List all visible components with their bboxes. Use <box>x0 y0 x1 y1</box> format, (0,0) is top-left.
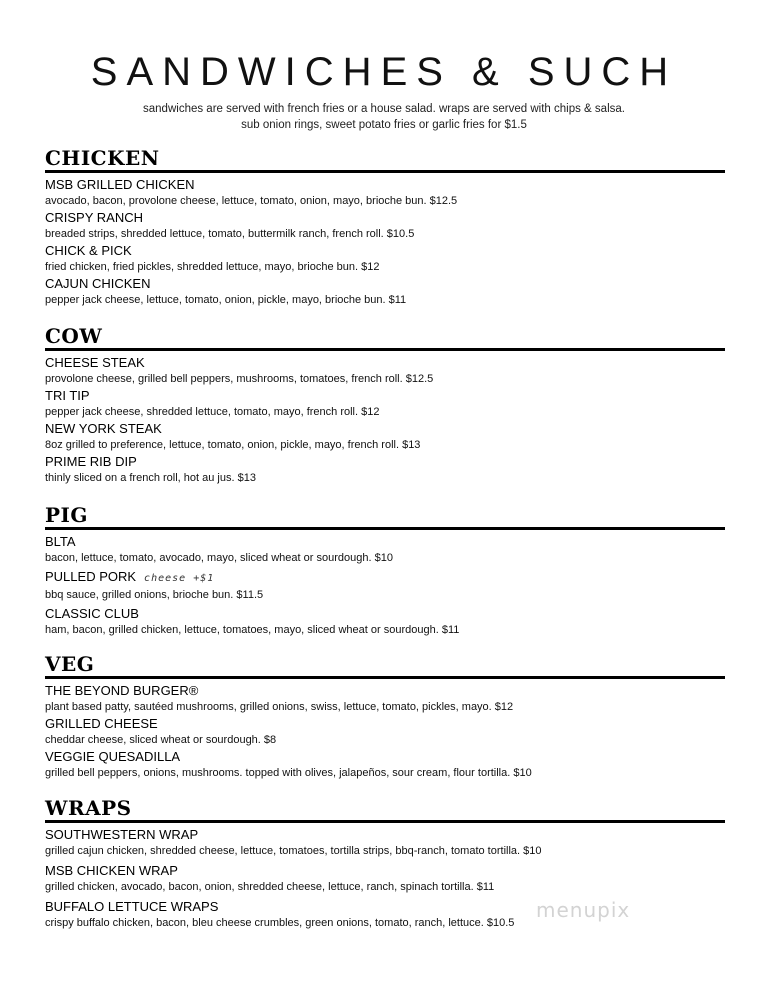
menu-item <box>45 862 725 895</box>
section-heading: CHICKEN <box>45 146 160 170</box>
section-divider <box>45 527 725 530</box>
item-name: CHICK & PICK <box>45 243 132 258</box>
item-note: cheese +$1 <box>144 573 215 584</box>
menu-item <box>45 682 725 715</box>
menu-item <box>45 209 725 242</box>
section-heading: COW <box>45 324 103 348</box>
menu-item <box>45 387 725 420</box>
item-description: pepper jack cheese, lettuce, tomato, onion, pickle, mayo, brioche bun. $11 <box>45 294 407 306</box>
item-description: thinly sliced on a french roll, hot au jus. $13 <box>45 472 256 484</box>
item-name: BUFFALO LETTUCE WRAPS <box>45 899 219 914</box>
page-title: SANDWICHES & SUCH <box>90 50 678 94</box>
item-description: crispy buffalo chicken, bacon, bleu cheese crumbles, green onions, tomato, ranch, lettuce. $10.5 <box>45 917 515 929</box>
item-description: plant based patty, sautéed mushrooms, grilled onions, swiss, lettuce, tomato, pickles, mayo. $12 <box>45 701 514 713</box>
item-name: CLASSIC CLUB <box>45 606 139 621</box>
item-description: bacon, lettuce, tomato, avocado, mayo, sliced wheat or sourdough. $10 <box>45 552 393 564</box>
subtitle-line-2: sub onion rings, sweet potato fries or garlic fries for $1.5 <box>241 119 527 131</box>
watermark-logo: menupix <box>536 898 631 922</box>
item-name: BLTA <box>45 534 76 549</box>
menu-item <box>45 826 725 859</box>
item-description: grilled chicken, avocado, bacon, onion, shredded cheese, lettuce, ranch, spinach tortilla. $11 <box>45 881 495 893</box>
item-description: breaded strips, shredded lettuce, tomato, buttermilk ranch, french roll. $10.5 <box>45 228 415 240</box>
item-description: cheddar cheese, sliced wheat or sourdough. $8 <box>45 734 277 746</box>
menu-item <box>45 420 725 453</box>
section-divider <box>45 170 725 173</box>
menu-item <box>45 242 725 275</box>
item-name: PRIME RIB DIP <box>45 454 137 469</box>
menu-item <box>45 354 725 387</box>
item-name: CHEESE STEAK <box>45 355 145 370</box>
section-divider <box>45 348 725 351</box>
section-veg <box>45 652 725 781</box>
item-description: grilled bell peppers, onions, mushrooms. topped with olives, jalapeños, sour cream, flour tortilla. $10 <box>45 767 532 779</box>
item-name: PULLED PORK <box>45 569 137 584</box>
item-name: VEGGIE QUESADILLA <box>45 749 181 764</box>
item-description: grilled cajun chicken, shredded cheese, lettuce, tomatoes, tortilla strips, bbq-ranch, tomato tortilla. $10 <box>45 845 542 857</box>
menu-item <box>45 605 725 638</box>
menu-item <box>45 748 725 781</box>
section-chicken <box>45 146 725 308</box>
item-name: MSB GRILLED CHICKEN <box>45 177 195 192</box>
menu-item <box>45 568 725 603</box>
item-description: bbq sauce, grilled onions, brioche bun. $11.5 <box>45 589 264 601</box>
item-name: TRI TIP <box>45 388 90 403</box>
section-divider <box>45 820 725 823</box>
item-name: SOUTHWESTERN WRAP <box>45 827 199 842</box>
item-description: 8oz grilled to preference, lettuce, tomato, onion, pickle, mayo, french roll. $13 <box>45 439 421 451</box>
menu-item <box>45 715 725 748</box>
section-heading: WRAPS <box>45 796 132 820</box>
item-name: GRILLED CHEESE <box>45 716 158 731</box>
section-pig <box>45 503 725 638</box>
item-name: THE BEYOND BURGER® <box>45 683 199 698</box>
item-description: fried chicken, fried pickles, shredded lettuce, mayo, brioche bun. $12 <box>45 261 380 273</box>
item-description: ham, bacon, grilled chicken, lettuce, tomatoes, mayo, sliced wheat or sourdough. $11 <box>45 624 460 636</box>
section-heading: VEG <box>45 652 95 676</box>
item-name-row <box>45 568 725 587</box>
menu-item <box>45 453 725 486</box>
item-name: NEW YORK STEAK <box>45 421 162 436</box>
subtitle-line-1: sandwiches are served with french fries or a house salad. wraps are served with chips & salsa. <box>143 103 625 115</box>
section-divider <box>45 676 725 679</box>
item-name: CAJUN CHICKEN <box>45 276 151 291</box>
item-description: avocado, bacon, provolone cheese, lettuce, tomato, onion, mayo, brioche bun. $12.5 <box>45 195 458 207</box>
item-description: provolone cheese, grilled bell peppers, mushrooms, tomatoes, french roll. $12.5 <box>45 373 434 385</box>
item-name: MSB CHICKEN WRAP <box>45 863 178 878</box>
item-name: CRISPY RANCH <box>45 210 144 225</box>
menu-item <box>45 176 725 209</box>
menu-item <box>45 275 725 308</box>
item-description: pepper jack cheese, shredded lettuce, tomato, mayo, french roll. $12 <box>45 406 380 418</box>
section-heading: PIG <box>45 503 88 527</box>
menu-item <box>45 533 725 566</box>
section-cow <box>45 324 725 486</box>
